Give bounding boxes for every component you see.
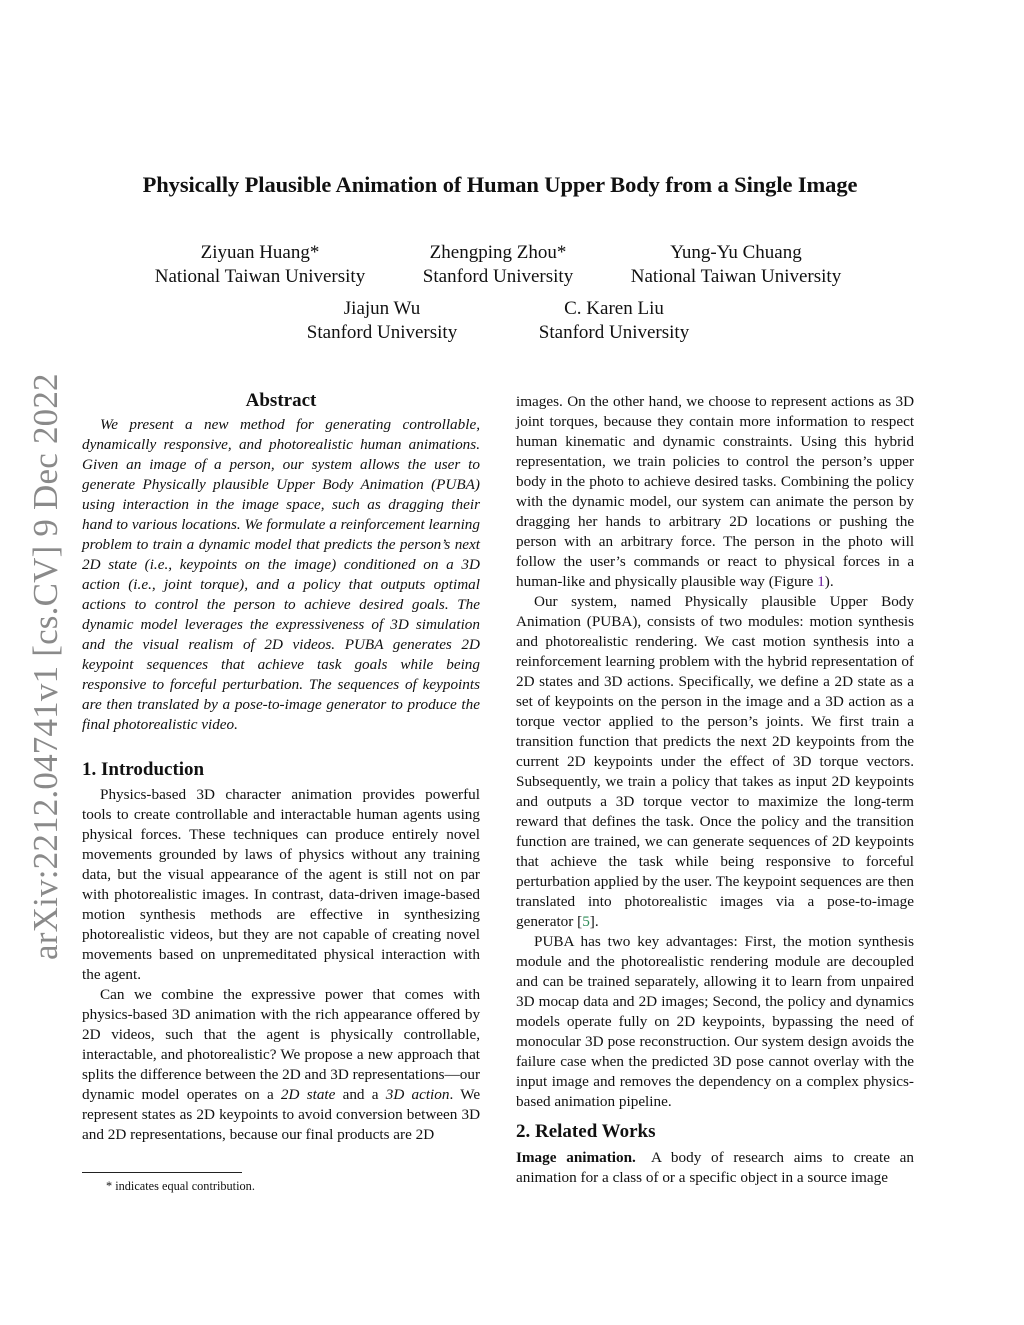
intro-text [237, 1086, 244, 1103]
intro-text [815, 453, 822, 470]
intro-text: physics-based [82, 1006, 168, 1023]
intro-text: force. [680, 533, 716, 550]
intro-text [655, 433, 663, 450]
author-name: Yung-Yu Chuang [670, 242, 802, 263]
intro-text: conversion [336, 1106, 403, 1123]
intro-text [631, 453, 638, 470]
intro-text: 2D [729, 513, 748, 530]
intro-text: representation, [516, 453, 606, 470]
intro-text [716, 533, 723, 550]
intro-text [673, 533, 681, 550]
intro-text [379, 1086, 386, 1103]
intro-text [395, 986, 405, 1003]
author-affiliation: Stanford University [538, 322, 690, 343]
intro-text: that [457, 1046, 481, 1063]
intro-text: her [578, 513, 598, 530]
intro-text [570, 513, 578, 530]
intro-text [721, 513, 729, 530]
intro-paragraph-2-cont [516, 392, 914, 592]
intro-text: model [141, 1086, 180, 1103]
author-block [626, 241, 846, 289]
intro-text: train [637, 453, 666, 470]
intro-text: in [887, 553, 900, 570]
intro-text: more [739, 413, 771, 430]
intro-text: ). [824, 573, 834, 590]
emphasis-3d-action [404, 1086, 411, 1103]
abstract-text [82, 415, 480, 735]
intro-text: dynamic [572, 493, 625, 510]
intro-text: tasks. [742, 473, 777, 490]
footnote-divider [82, 1172, 242, 1173]
intro-text: and [342, 1086, 365, 1103]
intro-text: arbitrary [668, 513, 722, 530]
intro-text: follow [516, 553, 556, 570]
intro-text [393, 1026, 404, 1043]
intro-text [814, 533, 822, 550]
intro-text [363, 986, 373, 1003]
intro-text: propose [304, 1046, 353, 1063]
intro-text: in [550, 473, 563, 490]
intro-text: physically [614, 573, 678, 590]
intro-text: contain [689, 413, 734, 430]
intro-text: We [460, 1086, 481, 1103]
intro-text: on [244, 1086, 260, 1103]
intro-text [179, 1086, 186, 1103]
intro-text: can [749, 493, 771, 510]
intro-text: model, [629, 493, 672, 510]
intro-text: power [324, 986, 363, 1003]
intro-text [134, 1086, 141, 1103]
intro-text: final [305, 1126, 334, 1143]
intro-text [606, 453, 613, 470]
intro-text: the [821, 533, 841, 550]
intro-text [260, 1086, 267, 1103]
intro-text: upper [879, 453, 915, 470]
intro-text: and [588, 573, 611, 590]
intro-text [720, 453, 727, 470]
intro-text [625, 433, 633, 450]
intro-text [335, 1086, 342, 1103]
intro-text [256, 1026, 267, 1043]
intro-text: to [853, 413, 866, 430]
intro-text: person [516, 533, 557, 550]
intro-paragraph-3 [516, 592, 914, 932]
intro-text [811, 513, 819, 530]
intro-text: person [754, 533, 795, 550]
intro-text: is [309, 1026, 320, 1043]
intro-left-column [82, 785, 480, 1145]
intro-text: desired [694, 473, 739, 490]
intro-text: policies [672, 453, 720, 470]
intro-text: the [117, 1066, 137, 1083]
intro-text [757, 553, 765, 570]
intro-text: comes [404, 986, 444, 1003]
intro-text: body [516, 473, 547, 490]
intro-text: offered [416, 1006, 461, 1023]
intro-text [748, 513, 756, 530]
intro-text [666, 453, 673, 470]
intro-text: our [676, 493, 697, 510]
intro-text [789, 453, 796, 470]
intro-text: a [356, 1046, 364, 1063]
intro-text: other [613, 393, 645, 410]
intro-text: difference [140, 1066, 202, 1083]
intro-text [591, 533, 599, 550]
author-block [302, 297, 462, 345]
intro-text: kinematic [565, 433, 626, 450]
intro-text: represent [771, 393, 827, 410]
intro-text: forces [842, 553, 880, 570]
intro-text: between [205, 1066, 256, 1083]
intro-text [661, 513, 669, 530]
emphasis-2d-state: 2D [280, 1086, 300, 1103]
author-affiliation: Stanford University [306, 322, 458, 343]
intro-text: the [829, 493, 848, 510]
figure-reference-link[interactable]: 1 [817, 573, 825, 590]
abstract-paragraph: We present a new method for generating controllable, dynamically responsive, and photorealistic human animations. Given an image of a person, our system allows the user to generate Physically plausible Upper Body Animation (PUBA) using interaction in the image space, such as dragging their hand to various locations. We formulate a reinforcement learning problem to train a dynamic model that predicts the person’s next 2D state (i.e., keypoints on the image) conditioned on a 3D action (i.e., joint torque), and a policy that outputs optimal actions to control the person to achieve desired goals. The dynamic model leverages the expressiveness of 3D simulation and the visual realism of 2D videos. PUBA generates 2D keypoint sequences that achieve task goals while being responsive to forceful perturbation. The sequences of keypoints are then translated by a pose-to-image generator to produce the final photorealistic video. [82, 416, 480, 733]
intro-text: choose [708, 393, 751, 410]
intro-text [152, 986, 162, 1003]
intro-text: appearance [343, 1006, 412, 1023]
author-name: Jiajun Wu [343, 298, 421, 319]
author-affiliation: National Taiwan University [154, 266, 366, 287]
intro-text: photo [848, 533, 883, 550]
emphasis-2d-state [299, 1086, 306, 1103]
intro-text: we [134, 986, 152, 1003]
intro-text: as [179, 1106, 193, 1123]
intro-text: to [648, 513, 661, 530]
intro-text: 3D [330, 1066, 349, 1083]
intro-text [557, 533, 565, 550]
intro-text: 3D [171, 1006, 191, 1023]
intro-text: representations, [130, 1126, 226, 1143]
intro-text: person [853, 493, 894, 510]
intro-text: between [406, 1106, 458, 1123]
intro-text [837, 433, 845, 450]
intro-text: information [776, 413, 848, 430]
emphasis-3d-action: action [411, 1086, 450, 1103]
intro-text [597, 513, 605, 530]
paragraph-run-in-heading: Image animation. [516, 1149, 636, 1166]
author-affiliation: Stanford University [422, 266, 574, 287]
intro-text: the [563, 553, 582, 570]
intro-text: images. [516, 393, 563, 410]
intro-text: representations—our [352, 1066, 481, 1083]
intro-text: this [844, 433, 867, 450]
author-block [534, 297, 694, 345]
intro-text: by [464, 1006, 481, 1023]
intro-text [720, 553, 728, 570]
intro-text: with [453, 986, 481, 1003]
intro-text: dynamic [662, 433, 716, 450]
intro-text: to [764, 553, 777, 570]
intro-text: a [907, 553, 915, 570]
intro-text: (Figure [768, 573, 814, 590]
intro-text: locations [755, 513, 811, 530]
intro-text: products [337, 1126, 390, 1143]
intro-text: avoid [298, 1106, 332, 1123]
intro-text: that [203, 1026, 227, 1043]
intro-text: states [141, 1106, 176, 1123]
intro-text: represent [82, 1106, 138, 1123]
intro-text [699, 553, 707, 570]
author-block [150, 241, 370, 289]
intro-paragraph-4: PUBA has two key advantages: First, the motion synthesis module and the photorealistic rendering module are decoupled and can be trained separately, allowing it to learn from unpaired 3D mocap data and 2D images; Second, the policy and dynamics models operate fully on 2D keypoints, bypassing the need of monocular 3D pose reconstruction. Our system design avoids the failure case when the predicted 3D pose cannot overlay with the input image and removes the dependency on a complex physics-based animation pipeline. [516, 933, 914, 1110]
abstract-heading: Abstract [245, 390, 317, 411]
intro-text: policy [876, 473, 915, 490]
intro-text: torques, [549, 413, 598, 430]
intro-text: with [516, 493, 544, 510]
intro-text: 2D [415, 1126, 435, 1143]
intro-text: person’s [821, 453, 873, 470]
arxiv-identifier: arXiv:2212.04741v1 [cs.CV] 9 Dec 2022 [26, 373, 65, 960]
intro-text: way [739, 573, 765, 590]
intro-text: and [160, 1046, 183, 1063]
author-affiliation: National Taiwan University [630, 266, 842, 287]
intro-text: respect [871, 413, 915, 430]
intro-text [315, 986, 325, 1003]
intro-text: the [548, 493, 567, 510]
intro-text: On [567, 393, 586, 410]
intro-text: splits [82, 1066, 115, 1083]
intro-text: 2D [196, 1106, 215, 1123]
intro-text: approach [397, 1046, 454, 1063]
intro-text: and [632, 433, 655, 450]
intro-text: they [657, 413, 684, 430]
intro-text [101, 1026, 112, 1043]
intro-text: interactable, [82, 1046, 157, 1063]
author-block [418, 241, 578, 289]
intro-text: new [367, 1046, 394, 1063]
intro-text: because [603, 413, 652, 430]
intro-text: joint [516, 413, 544, 430]
intro-text: achieve [643, 473, 691, 490]
intro-text: we [686, 393, 705, 410]
related-works-paragraph [516, 1148, 914, 1188]
intro-text: The [723, 533, 747, 550]
intro-text: and [304, 1066, 327, 1083]
intro-text: animation [195, 1006, 256, 1023]
author-name: C. Karen Liu [564, 298, 664, 319]
intro-text: actions [831, 393, 875, 410]
intro-text [124, 986, 134, 1003]
intro-text: hand, [648, 393, 682, 410]
intro-text [227, 1026, 238, 1043]
intro-text: agent [266, 1026, 300, 1043]
intro-text [739, 453, 746, 470]
related-works-text: A body of research aims to create an animation for a class of or a specific object in a source image [516, 1149, 915, 1186]
intro-text: We [280, 1046, 301, 1063]
intro-text: will [890, 533, 915, 550]
intro-text: arbitrary [620, 533, 674, 550]
intro-text [888, 513, 896, 530]
intro-text [242, 986, 252, 1003]
intro-text: physical [784, 553, 836, 570]
intro-text: are [393, 1126, 412, 1143]
intro-text: dynamic [82, 1086, 135, 1103]
intro-text: system [702, 493, 745, 510]
intro-text: with [260, 1006, 288, 1023]
intro-text: a [371, 1086, 379, 1103]
intro-text [193, 1026, 204, 1043]
intro-text: keypoints [219, 1106, 279, 1123]
intro-text: human [516, 433, 558, 450]
section-heading-introduction: 1. Introduction [82, 759, 205, 780]
footnote-text: * indicates equal contribution. [106, 1179, 255, 1193]
intro-text: commands [633, 553, 700, 570]
intro-text: photorealistic? [187, 1046, 277, 1063]
intro-text: constraints. [722, 433, 793, 450]
intro-text: Can [100, 986, 125, 1003]
intro-text: or [818, 513, 832, 530]
intro-paragraph-1: Physics-based 3D character animation provides powerful tools to create controllable and interactable human agents using physical forces. These techniques can produce entirely novel movements grounded by laws of physics without any training data, but the visual appearance of the agent is still not on par with photorealistic images. In contrast, data-driven image-based motion synthesis methods are effective in synthesizing photorealistic videos, but they are not capable of creating novel movements based on unpremeditated physical interaction with the agent. [82, 786, 480, 983]
intro-text: in [802, 533, 815, 550]
intro-text: to [282, 1106, 295, 1123]
intro-text: the [590, 393, 609, 410]
intro-text: the [895, 513, 915, 530]
intro-text: the [292, 1006, 311, 1023]
intro-text [880, 553, 888, 570]
intro-text: to [727, 453, 739, 470]
intro-text: we [612, 453, 631, 470]
intro-text [626, 553, 634, 570]
intro-text: expressive [251, 986, 316, 1003]
intro-text: combine [161, 986, 214, 1003]
intro-text: animate [775, 493, 824, 510]
intro-text: physically [330, 1026, 394, 1043]
intro-text: controllable, [403, 1026, 481, 1043]
intro-text: 3D [461, 1106, 481, 1123]
intro-text: human-like [516, 573, 586, 590]
intro-text: plausible [680, 573, 736, 590]
intro-text [155, 1026, 166, 1043]
intro-text [613, 533, 621, 550]
intro-text: as [878, 393, 892, 410]
intro-text: such [165, 1026, 194, 1043]
intro-text: that [372, 986, 396, 1003]
section-heading-related-works: 2. Related Works [516, 1121, 656, 1142]
intro-text [299, 1026, 310, 1043]
intro-text: photo [589, 473, 624, 490]
intro-text: the [259, 1066, 279, 1083]
intro-text [841, 533, 849, 550]
intro-text: ]. [589, 913, 599, 930]
intro-text: react [727, 553, 758, 570]
intro-text: hands [605, 513, 641, 530]
intro-text: or [707, 553, 720, 570]
intro-text: an [598, 533, 614, 550]
intro-text [835, 553, 843, 570]
intro-text [214, 986, 224, 1003]
intro-text: the [796, 453, 815, 470]
intro-text: rich [315, 1006, 339, 1023]
author-name: Zhengping Zhou* [429, 242, 567, 263]
intro-text: hybrid [874, 433, 914, 450]
intro-text: the [853, 473, 872, 490]
intro-paragraph-2-start [82, 985, 480, 1145]
intro-text [365, 1086, 372, 1103]
intro-text: by [898, 493, 914, 510]
author-name: Ziyuan Huang* [200, 242, 320, 263]
intro-text: . [449, 1086, 454, 1103]
intro-text: the [237, 1026, 256, 1043]
intro-text: to [628, 473, 640, 490]
emphasis-3d-action: 3D [385, 1086, 405, 1103]
intro-text: Our system, named Physically plausible Upper Body Animation (PUBA), consists of two modules: motion synthesis and photorealistic rendering. We cast motion synthesis into a reinforcement learning problem with the hybrid representation of 2D states and 3D actions. Specifically, we define a 2D state as a set of keypoints on the person in the image and a 3D action as a torque vector applied to the person’s joints. We first train a transition function that predicts the next 2D keypoints from the current 2D keypoints under the effect of 3D torque vectors. Subsequently, we train a policy that takes as input 2D keypoints and outputs a 3D torque vector to maximize the long-term reward that defines the task. Once the policy and the transition function are trained, we can generate sequences of 2D keypoints that achieve the task while being responsive to forceful perturbation applied by the user. The keypoint sequences are then translated into photorealistic images via a pose-to-image generator [ [516, 593, 914, 930]
intro-text: Using [800, 433, 837, 450]
intro-text: pushing [839, 513, 888, 530]
intro-text: control [745, 453, 789, 470]
intro-text: our [281, 1126, 302, 1143]
intro-text: user’s [589, 553, 626, 570]
intro-text [582, 553, 590, 570]
intro-text: the [223, 986, 242, 1003]
intro-text: to [754, 393, 767, 410]
intro-text [320, 1026, 331, 1043]
intro-text: operates [186, 1086, 238, 1103]
intro-text: Combining [780, 473, 850, 490]
paper-title: Physically Plausible Animation of Human Upper Body from a Single Image [142, 172, 858, 197]
intro-text: because [229, 1126, 278, 1143]
citation-link[interactable]: 5 [582, 913, 590, 930]
footnote [82, 1178, 480, 1194]
intro-text [715, 433, 723, 450]
emphasis-2d-state: state [306, 1086, 336, 1103]
intro-text: 2D [107, 1126, 127, 1143]
intro-text: videos, [111, 1026, 155, 1043]
intro-text: 2D [82, 1026, 101, 1043]
intro-text: the [566, 473, 586, 490]
intro-text: 3D [895, 393, 915, 410]
intro-text [444, 986, 454, 1003]
intro-text: and [82, 1126, 104, 1143]
intro-text: 2D [282, 1066, 301, 1083]
intro-text [641, 513, 649, 530]
intro-text: with [564, 533, 592, 550]
intro-text: a [266, 1086, 274, 1103]
intro-text: dragging [516, 513, 570, 530]
intro-text [274, 1086, 281, 1103]
